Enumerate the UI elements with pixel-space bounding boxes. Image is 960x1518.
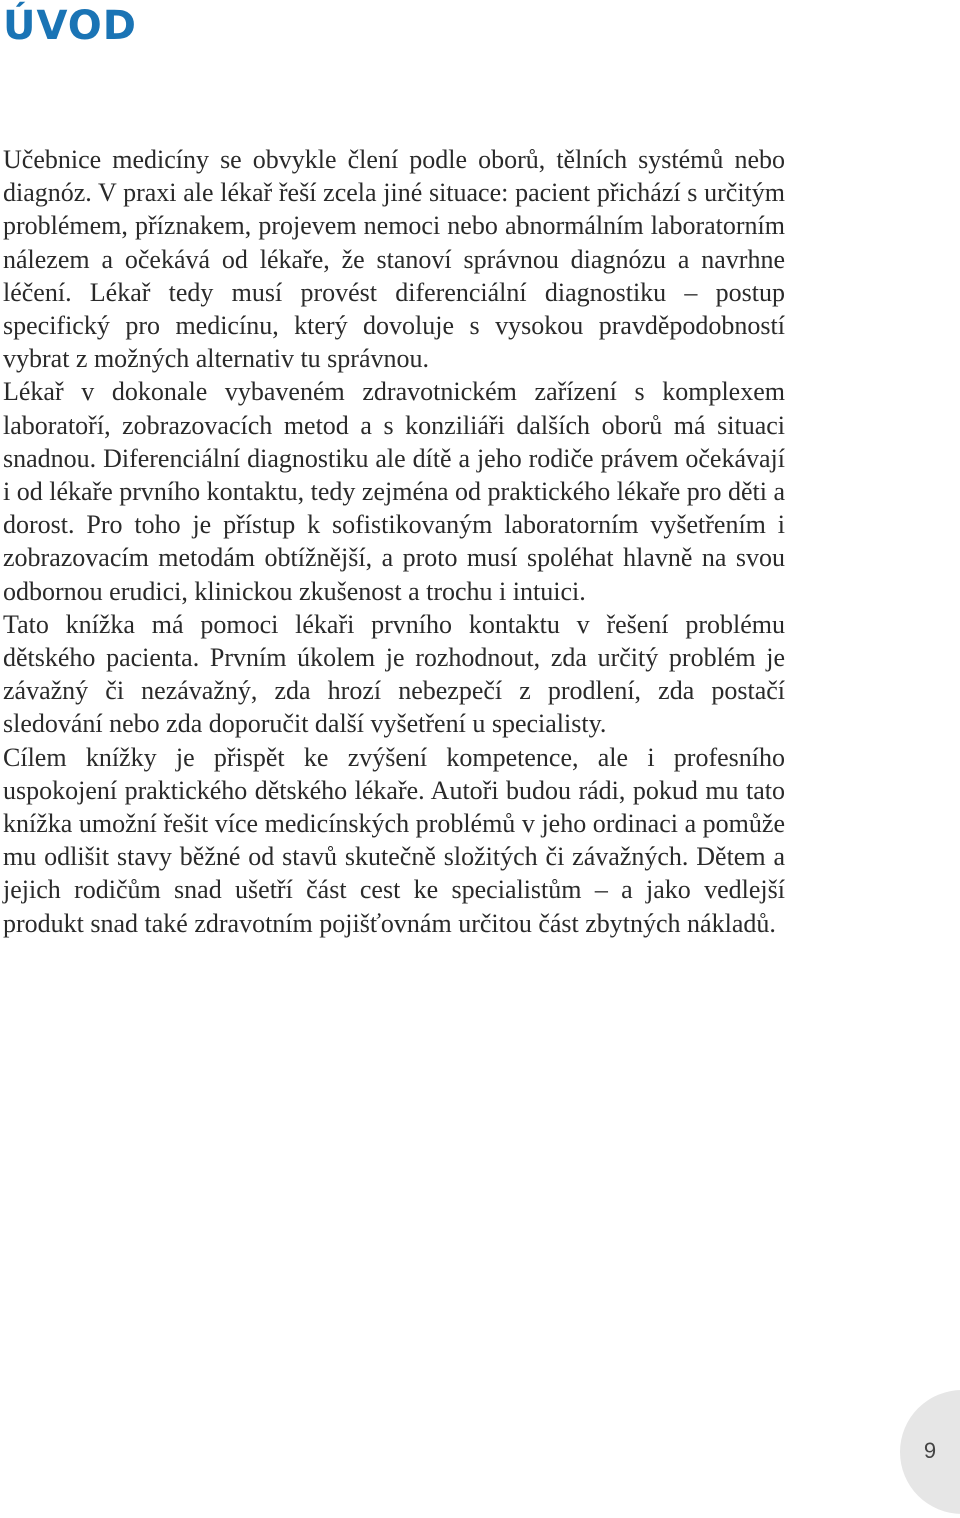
page-title: ÚVOD (3, 3, 137, 49)
paragraph: Cílem knížky je přispět ke zvýšení kompetence, ale i profesního uspokojení praktického dětského lékaře. Autoři budou rádi, pokud mu tato knížka umožní řešit více medicínských problémů v jeho ordinaci a pomůže mu odlišit stavy běžné od stavů skutečně složitých či závažných. Dětem a jejich rodičům snad ušetří část cest ke specialistům – a jako vedlejší produkt snad také zdravotním pojišťovnám určitou část zbytných nákladů. (3, 742, 785, 938)
paragraph: Tato knížka má pomoci lékaři prvního kontaktu v řešení problému dětského pacienta. Prvním úkolem je rozhodnout, zda určitý problém je závažný či nezávažný, zda hrozí nebezpečí z prodlení, zda postačí sledování nebo zda doporučit další vyšetření u specialisty. (3, 609, 785, 739)
paragraph: Učebnice medicíny se obvykle člení podle oborů, tělních systémů nebo diagnóz. V praxi ale lékař řeší zcela jiné situace: pacient přichází s určitým problémem, příznakem, projevem nemoci nebo abnormálním laboratorním nálezem a očekává od lékaře, že stanoví správnou diagnózu a navrhne léčení. Lékař tedy musí provést diferenciální diagnostiku – postup specifický pro medicínu, který dovoluje s vysokou pravděpodobností vybrat z možných alternativ tu správnou. (3, 145, 785, 374)
paragraph: Lékař v dokonale vybaveném zdravotnickém zařízení s komplexem laboratoří, zobrazovacích metod a s konziliáři dalších oborů má situaci snadnou. Diferenciální diagnostiku ale dítě a jeho rodiče právem očekávají i od lékaře prvního kontaktu, tedy zejména od praktického lékaře pro děti a dorost. Pro toho je přístup k sofistikovaným laboratorním vyšetřením i zobrazovacím metodám obtížnější, a proto musí spoléhat hlavně na svou odbornou erudici, klinickou zkušenost a trochu i intuici. (3, 377, 785, 606)
body-text (3, 143, 785, 940)
page-number: 9 (923, 1438, 937, 1463)
